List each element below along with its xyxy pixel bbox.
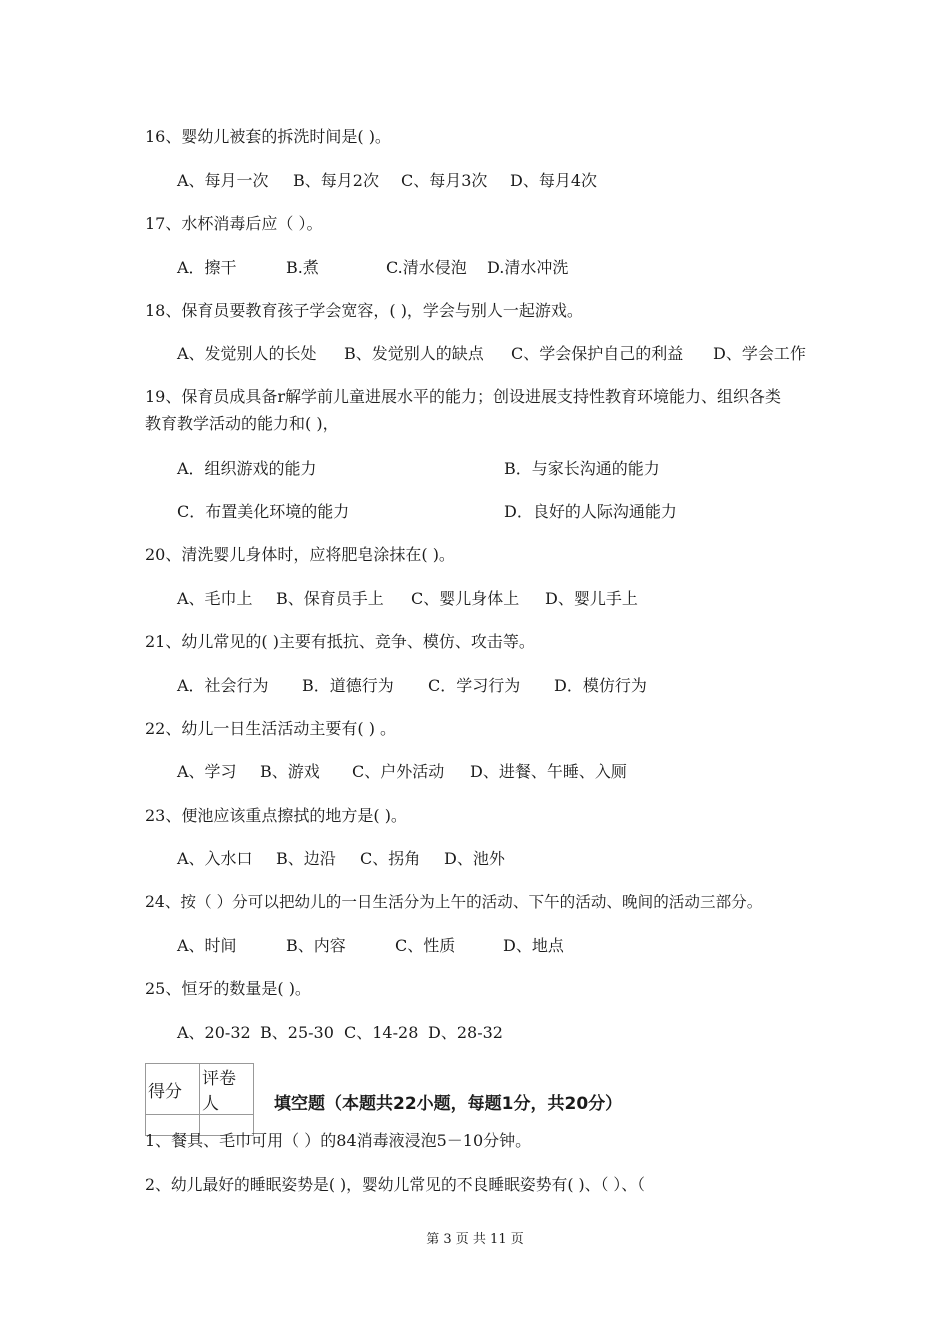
section-title: 填空题（本题共22小题，每题1分，共20分） <box>274 1094 623 1114</box>
question-16-option-a: A、每月一次 <box>177 171 269 190</box>
question-18-option-b: B、发觉别人的缺点 <box>344 344 484 363</box>
score-box <box>145 1063 254 1136</box>
question-17-option-d: D.清水冲洗 <box>487 258 569 277</box>
question-16-option-d: D、每月4次 <box>510 171 598 190</box>
question-24-option-c: C、性质 <box>395 936 456 955</box>
question-22-option-a: A、学习 <box>177 762 237 781</box>
question-19-stem-line-2: 教育教学活动的能力和( )， <box>145 414 339 433</box>
question-23-stem: 23、便池应该重点擦拭的地方是( )。 <box>145 806 407 825</box>
question-20-option-c: C、婴儿身体上 <box>411 589 520 608</box>
question-21-option-a: A．社会行为 <box>177 676 269 695</box>
question-24-option-d: D、地点 <box>503 936 564 955</box>
question-22-option-b: B、游戏 <box>260 762 320 781</box>
page-footer: 第 3 页 共 11 页 <box>426 1232 524 1247</box>
question-19-option-d: D．良好的人际沟通能力 <box>504 502 677 521</box>
question-25-option-a: A、20-32 <box>177 1023 251 1042</box>
question-21-option-d: D．模仿行为 <box>554 676 647 695</box>
question-17-stem: 17、水杯消毒后应（ ）。 <box>145 214 323 233</box>
question-19-option-c: C．布置美化环境的能力 <box>177 502 350 521</box>
question-18-option-d: D、学会工作 <box>713 344 806 363</box>
question-23-option-b: B、边沿 <box>276 849 336 868</box>
question-22-stem: 22、幼儿一日生活活动主要有( ) 。 <box>145 719 397 738</box>
question-18-option-a: A、发觉别人的长处 <box>177 344 317 363</box>
question-19-option-b: B．与家长沟通的能力 <box>504 459 660 478</box>
question-22-option-c: C、户外活动 <box>352 762 445 781</box>
question-23-option-a: A、入水口 <box>177 849 253 868</box>
question-22-option-d: D、进餐、午睡、入厕 <box>470 762 627 781</box>
blank-question-2: 2、幼儿最好的睡眠姿势是( )，婴幼儿常见的不良睡眠姿势有( )、（ ）、（ <box>145 1175 645 1194</box>
question-20-option-b: B、保育员手上 <box>276 589 384 608</box>
question-21-option-b: B．道德行为 <box>302 676 394 695</box>
question-17-option-b: B.煮 <box>286 258 319 277</box>
question-20-stem: 20、清洗婴儿身体时，应将肥皂涂抹在( )。 <box>145 545 455 564</box>
question-25-option-d: D、28-32 <box>428 1023 503 1042</box>
question-16-option-b: B、每月2次 <box>293 171 379 190</box>
question-23-option-d: D、池外 <box>444 849 505 868</box>
score-label: 得分 <box>146 1064 200 1115</box>
grader-label: 评卷人 <box>200 1064 254 1115</box>
question-20-option-a: A、毛巾上 <box>177 589 253 608</box>
question-23-option-c: C、拐角 <box>360 849 421 868</box>
question-20-option-d: D、婴儿手上 <box>545 589 638 608</box>
question-18-stem: 18、保育员要教育孩子学会宽容，( )，学会与别人一起游戏。 <box>145 301 583 320</box>
question-25-option-b: B、25-30 <box>260 1023 334 1042</box>
question-16-stem: 16、婴幼儿被套的拆洗时间是( )。 <box>145 127 391 146</box>
question-17-option-c: C.清水侵泡 <box>386 258 467 277</box>
question-25-option-c: C、14-28 <box>344 1023 419 1042</box>
question-18-option-c: C、学会保护自己的利益 <box>511 344 684 363</box>
question-19-stem-line-1: 19、保育员成具备r解学前儿童进展水平的能力；创设进展支持性教育环境能力、组织各类 <box>145 387 782 406</box>
question-21-stem: 21、幼儿常见的( )主要有抵抗、竞争、模仿、攻击等。 <box>145 632 535 651</box>
question-24-option-b: B、内容 <box>286 936 346 955</box>
blank-question-1: 1、餐具、毛巾可用（ ）的84消毒液浸泡5－10分钟。 <box>145 1131 532 1150</box>
question-16-option-c: C、每月3次 <box>401 171 488 190</box>
question-21-option-c: C．学习行为 <box>428 676 521 695</box>
question-17-option-a: A．擦干 <box>177 258 237 277</box>
question-24-stem: 24、按（ ）分可以把幼儿的一日生活分为上午的活动、下午的活动、晚间的活动三部分。 <box>145 893 763 911</box>
question-24-option-a: A、时间 <box>177 936 237 955</box>
question-19-option-a: A．组织游戏的能力 <box>177 459 317 478</box>
question-25-stem: 25、恒牙的数量是( )。 <box>145 979 311 998</box>
